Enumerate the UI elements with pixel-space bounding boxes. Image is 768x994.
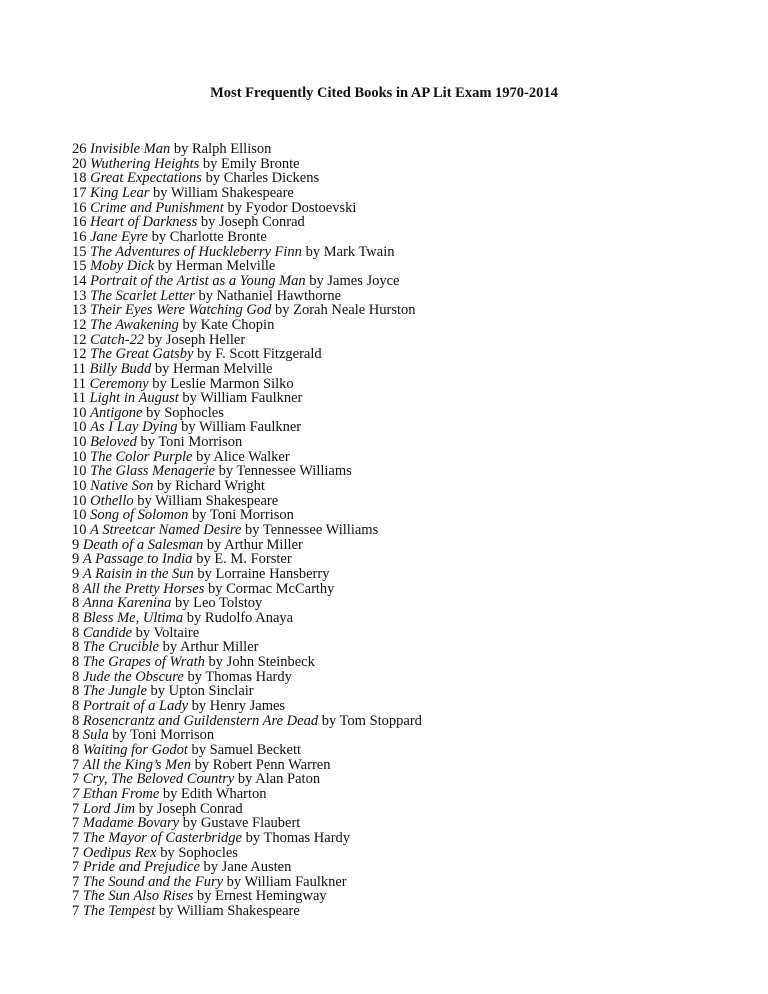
by-word: by (197, 346, 212, 363)
by-word: by (152, 375, 167, 392)
list-item (72, 567, 422, 582)
book-title: The Crucible (82, 639, 159, 656)
author-name: Lorraine Hansberry (215, 566, 330, 583)
citation-count: 7 (72, 771, 80, 788)
author-name: William Faulkner (244, 873, 347, 890)
book-title: The Sun Also Rises (82, 888, 194, 905)
list-item (72, 435, 422, 450)
list-item (72, 157, 422, 172)
book-title: Bless Me, Ultima (82, 610, 184, 626)
list-item (72, 860, 422, 875)
author-name: Robert Penn Warren (212, 756, 331, 773)
book-title: Rosencrantz and Guildenstern Are Dead (82, 712, 319, 729)
list-item (72, 171, 422, 186)
by-word: by (203, 859, 219, 876)
book-title: Lord Jim (82, 800, 136, 817)
author-name: Tennessee Williams (236, 463, 352, 480)
author-name: E. M. Forster (214, 551, 292, 568)
author-name: Charlotte Bronte (169, 228, 267, 245)
book-title: Beloved (90, 434, 137, 451)
author-name: Leo Tolstoy (193, 595, 263, 612)
author-name: Rudolfo Anaya (204, 610, 294, 626)
by-word: by (154, 360, 170, 377)
book-title: Candide (82, 624, 133, 641)
book-title: As I Lay Dying (90, 419, 178, 436)
list-item (72, 450, 422, 465)
list-item (72, 684, 422, 699)
citation-count: 8 (72, 697, 80, 714)
by-word: by (156, 478, 172, 495)
citation-count: 14 (72, 272, 87, 289)
citation-count: 8 (72, 712, 80, 729)
list-item (72, 201, 422, 216)
author-name: Fyodor Dostoevski (245, 199, 357, 216)
citation-count: 13 (72, 287, 87, 304)
citation-count: 7 (72, 756, 80, 773)
by-word: by (151, 228, 167, 245)
by-word: by (205, 170, 221, 187)
citation-count: 13 (72, 302, 87, 319)
list-item (72, 494, 422, 509)
by-word: by (197, 888, 212, 905)
citation-count: 20 (72, 155, 87, 172)
citation-count: 11 (72, 360, 86, 377)
book-title: Light in August (89, 390, 179, 407)
list-item (72, 699, 422, 714)
author-name: Joseph Conrad (156, 800, 243, 817)
citation-count: 8 (72, 741, 80, 758)
citation-count: 7 (72, 888, 80, 905)
book-title: Heart of Darkness (90, 214, 198, 231)
by-word: by (227, 199, 242, 216)
citation-count: 7 (72, 785, 80, 802)
by-word: by (140, 434, 155, 451)
book-title: Invisible Man (90, 141, 171, 157)
list-item (72, 508, 422, 523)
book-title: The Adventures of Huckleberry Finn (90, 243, 302, 260)
book-list (72, 142, 422, 919)
book-title: Othello (90, 492, 134, 509)
book-title: The Grapes of Wrath (82, 653, 205, 670)
author-name: Joseph Conrad (219, 214, 305, 231)
by-word: by (138, 800, 154, 817)
citation-count: 8 (72, 595, 80, 612)
citation-count: 7 (72, 859, 80, 876)
author-name: William Faulkner (200, 390, 303, 407)
book-title: Crime and Punishment (90, 199, 224, 216)
by-word: by (218, 463, 234, 480)
book-title: The Sound and the Fury (82, 873, 224, 890)
author-name: Zorah Neale Hurston (293, 302, 416, 319)
citation-count: 11 (72, 390, 86, 407)
citation-count: 7 (72, 844, 80, 861)
citation-count: 16 (72, 199, 87, 216)
list-item (72, 743, 422, 758)
citation-count: 7 (72, 903, 80, 920)
list-item (72, 142, 422, 157)
by-word: by (137, 492, 152, 509)
author-name: Tennessee Williams (262, 522, 379, 539)
book-title: Cry, The Beloved Country (82, 771, 235, 788)
book-title: Waiting for Godot (82, 741, 188, 758)
by-word: by (150, 683, 166, 700)
author-name: William Shakespeare (176, 903, 300, 920)
by-word: by (194, 756, 210, 773)
book-title: Catch-22 (90, 331, 145, 348)
citation-count: 10 (72, 463, 87, 480)
citation-count: 16 (72, 214, 87, 231)
list-item (72, 333, 422, 348)
by-word: by (197, 566, 212, 583)
book-title: Moby Dick (90, 258, 155, 275)
author-name: Joseph Heller (165, 331, 246, 348)
book-title: A Passage to India (82, 551, 193, 568)
author-name: Richard Wright (175, 478, 265, 495)
book-title: Portrait of a Lady (82, 697, 189, 714)
book-title: The Scarlet Letter (90, 287, 195, 304)
by-word: by (112, 727, 127, 744)
citation-count: 9 (72, 536, 80, 553)
book-title: Song of Solomon (90, 507, 189, 524)
citation-count: 10 (72, 492, 87, 509)
citation-count: 9 (72, 551, 80, 568)
by-word: by (309, 272, 324, 289)
by-word: by (200, 214, 216, 231)
citation-count: 7 (72, 800, 80, 817)
book-title: Great Expectations (90, 170, 202, 187)
by-word: by (160, 844, 175, 861)
citation-count: 16 (72, 228, 87, 245)
by-word: by (162, 785, 178, 802)
author-name: Kate Chopin (200, 316, 275, 333)
book-title: The Glass Menagerie (90, 463, 215, 480)
by-word: by (147, 331, 163, 348)
list-item (72, 626, 422, 641)
book-title: Their Eyes Were Watching God (90, 302, 272, 319)
by-word: by (321, 712, 337, 729)
book-title: Ethan Frome (82, 785, 160, 802)
book-title: Jane Eyre (90, 228, 148, 245)
by-word: by (158, 903, 174, 920)
author-name: Upton Sinclair (168, 683, 254, 700)
by-word: by (181, 419, 196, 436)
author-name: Leslie Marmon Silko (170, 375, 294, 392)
by-word: by (187, 668, 202, 685)
author-name: Alan Paton (255, 771, 321, 788)
book-title: Death of a Salesman (82, 536, 204, 553)
citation-count: 8 (72, 668, 80, 685)
list-item (72, 816, 422, 831)
list-item (72, 259, 422, 274)
list-item (72, 582, 422, 597)
by-word: by (146, 404, 161, 421)
by-word: by (152, 184, 168, 201)
book-title: Madame Bovary (82, 815, 180, 832)
author-name: Voltaire (153, 624, 200, 641)
citation-count: 15 (72, 243, 87, 260)
book-title: Sula (82, 727, 109, 744)
citation-count: 8 (72, 727, 80, 744)
citation-count: 10 (72, 478, 87, 495)
author-name: Sophocles (164, 404, 224, 421)
citation-count: 11 (72, 375, 86, 392)
list-item (72, 391, 422, 406)
citation-count: 10 (72, 419, 87, 436)
citation-count: 8 (72, 639, 80, 656)
list-item (72, 904, 422, 919)
author-name: Tom Stoppard (339, 712, 422, 729)
citation-count: 10 (72, 404, 87, 421)
author-name: Ralph Ellison (192, 141, 272, 157)
author-name: James Joyce (327, 272, 400, 289)
list-item (72, 831, 422, 846)
book-title: Native Son (90, 478, 154, 495)
list-item (72, 362, 422, 377)
by-word: by (157, 258, 173, 275)
by-word: by (196, 448, 211, 465)
author-name: Toni Morrison (209, 507, 294, 524)
list-item (72, 406, 422, 421)
author-name: Arthur Miller (179, 639, 259, 656)
book-title: The Color Purple (90, 448, 193, 465)
citation-count: 10 (72, 434, 87, 451)
book-title: A Raisin in the Sun (82, 566, 194, 583)
list-item (72, 611, 422, 626)
author-name: Nathaniel Hawthorne (216, 287, 342, 304)
list-item (72, 846, 422, 861)
by-word: by (182, 815, 198, 832)
list-item (72, 538, 422, 553)
list-item (72, 230, 422, 245)
list-item (72, 420, 422, 435)
book-title: Wuthering Heights (90, 155, 200, 172)
book-title: Pride and Prejudice (82, 859, 200, 876)
by-word: by (135, 624, 151, 641)
list-item (72, 303, 422, 318)
book-title: All the Pretty Horses (82, 580, 205, 597)
citation-count: 26 (72, 141, 87, 157)
book-title: Portrait of the Artist as a Young Man (90, 272, 306, 289)
list-item (72, 714, 422, 729)
list-item (72, 347, 422, 362)
citation-count: 9 (72, 566, 80, 583)
list-item (72, 640, 422, 655)
book-title: The Tempest (82, 903, 156, 920)
book-title: King Lear (90, 184, 150, 201)
by-word: by (191, 741, 207, 758)
book-title: The Awakening (90, 316, 179, 333)
book-title: All the King’s Men (82, 756, 191, 773)
author-name: Cormac McCarthy (226, 580, 335, 597)
list-item (72, 772, 422, 787)
list-item (72, 552, 422, 567)
citation-count: 18 (72, 170, 87, 187)
author-name: Thomas Hardy (263, 829, 351, 846)
book-title: Ceremony (89, 375, 149, 392)
list-item (72, 479, 422, 494)
author-name: Alice Walker (213, 448, 290, 465)
by-word: by (245, 829, 261, 846)
list-item (72, 758, 422, 773)
book-title: The Jungle (82, 683, 147, 700)
by-word: by (305, 243, 321, 260)
list-item (72, 596, 422, 611)
author-name: Herman Melville (175, 258, 276, 275)
citation-count: 8 (72, 653, 80, 670)
author-name: William Shakespeare (170, 184, 294, 201)
list-item (72, 274, 422, 289)
book-title: Oedipus Rex (82, 844, 157, 861)
author-name: Jane Austen (221, 859, 292, 876)
list-item (72, 186, 422, 201)
by-word: by (198, 287, 213, 304)
citation-count: 7 (72, 815, 80, 832)
book-title: Antigone (90, 404, 143, 421)
book-title: Jude the Obscure (82, 668, 184, 685)
list-item (72, 318, 422, 333)
book-title: A Streetcar Named Desire (90, 522, 242, 539)
list-item (72, 889, 422, 904)
by-word: by (206, 536, 222, 553)
author-name: William Shakespeare (155, 492, 279, 509)
citation-count: 7 (72, 829, 80, 846)
citation-count: 10 (72, 522, 87, 539)
author-name: Emily Bronte (221, 155, 300, 172)
list-item (72, 670, 422, 685)
by-word: by (182, 390, 197, 407)
list-item (72, 215, 422, 230)
citation-count: 7 (72, 873, 80, 890)
by-word: by (226, 873, 242, 890)
by-word: by (174, 595, 190, 612)
book-title: The Mayor of Casterbridge (82, 829, 242, 846)
citation-count: 12 (72, 346, 87, 363)
by-word: by (208, 653, 224, 670)
citation-count: 15 (72, 258, 87, 275)
list-item (72, 728, 422, 743)
author-name: Thomas Hardy (205, 668, 292, 685)
citation-count: 8 (72, 610, 80, 626)
author-name: Sophocles (178, 844, 238, 861)
citation-count: 8 (72, 683, 80, 700)
list-item (72, 377, 422, 392)
by-word: by (207, 580, 223, 597)
citation-count: 12 (72, 316, 87, 333)
by-word: by (274, 302, 290, 319)
citation-count: 12 (72, 331, 87, 348)
author-name: Gustave Flaubert (200, 815, 301, 832)
by-word: by (186, 610, 202, 626)
author-name: Charles Dickens (223, 170, 320, 187)
by-word: by (245, 522, 260, 539)
author-name: Edith Wharton (181, 785, 267, 802)
by-word: by (162, 639, 178, 656)
list-item (72, 245, 422, 260)
list-item (72, 655, 422, 670)
by-word: by (192, 507, 207, 524)
by-word: by (173, 141, 189, 157)
author-name: William Faulkner (199, 419, 302, 436)
author-name: Herman Melville (172, 360, 273, 377)
book-title: Anna Karenina (82, 595, 172, 612)
list-item (72, 464, 422, 479)
citation-count: 8 (72, 624, 80, 641)
by-word: by (202, 155, 218, 172)
by-word: by (182, 316, 197, 333)
citation-count: 10 (72, 448, 87, 465)
list-item (72, 289, 422, 304)
book-title: Billy Budd (89, 360, 152, 377)
list-item (72, 802, 422, 817)
author-name: F. Scott Fitzgerald (215, 346, 322, 363)
author-name: Ernest Hemingway (215, 888, 327, 905)
author-name: John Steinbeck (226, 653, 315, 670)
author-name: Mark Twain (323, 243, 395, 260)
author-name: Arthur Miller (224, 536, 303, 553)
by-word: by (196, 551, 211, 568)
by-word: by (191, 697, 207, 714)
citation-count: 8 (72, 580, 80, 597)
book-title: The Great Gatsby (90, 346, 194, 363)
author-name: Toni Morrison (130, 727, 215, 744)
citation-count: 10 (72, 507, 87, 524)
citation-count: 17 (72, 184, 87, 201)
author-name: Toni Morrison (158, 434, 243, 451)
author-name: Samuel Beckett (209, 741, 302, 758)
document-title: Most Frequently Cited Books in AP Lit Exam 1970-2014 (210, 85, 558, 101)
list-item (72, 875, 422, 890)
by-word: by (237, 771, 253, 788)
list-item (72, 523, 422, 538)
list-item (72, 787, 422, 802)
author-name: Henry James (209, 697, 286, 714)
